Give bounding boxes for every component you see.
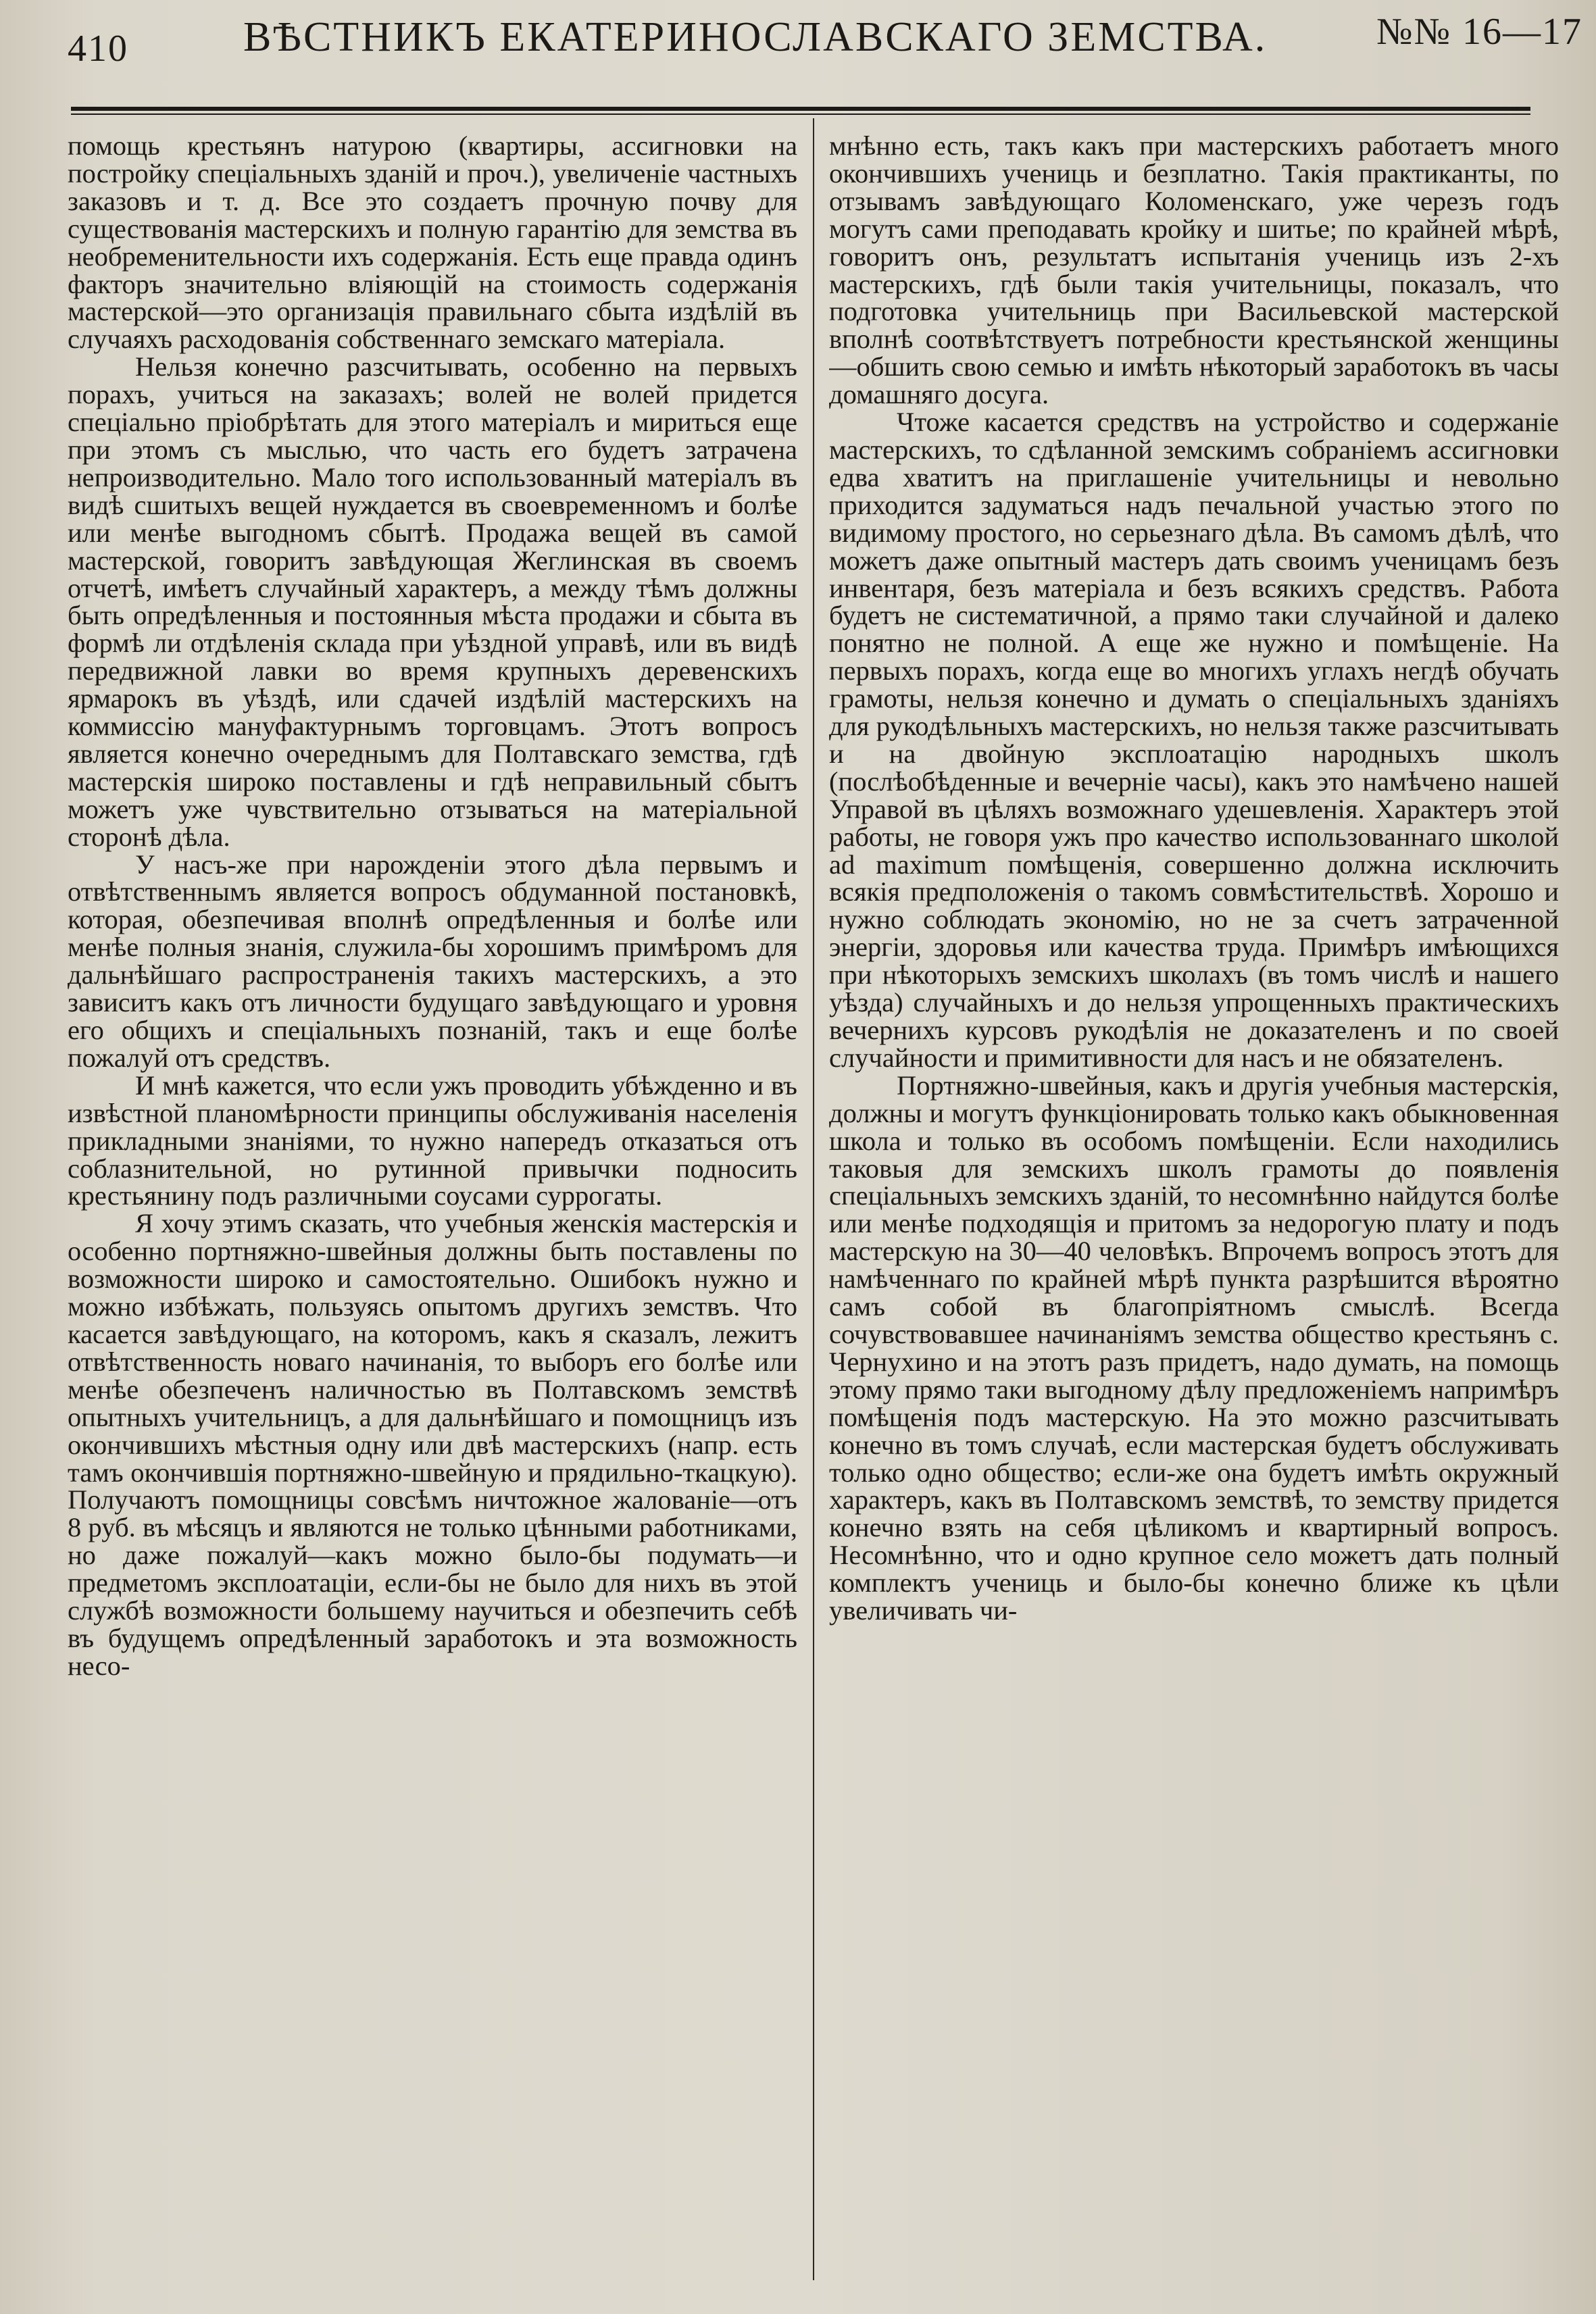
issue-number: №№ 16—17 xyxy=(1376,11,1582,53)
column-divider xyxy=(813,118,814,2280)
paragraph: Портняжно-швейныя, какъ и другія учебныя мастерскія, должны и могутъ функціонировать только какъ обыкновенная школа и только въ особомъ помѣщеніи. Если находились таковыя для земскихъ школъ грамоты до появленія спеціальныхъ земскихъ зданій, то несомнѣнно найдутся болѣе или менѣе подходящія и притомъ за недорогую плату и подъ мастерскую на 30—40 человѣкъ. Впрочемъ вопросъ этотъ для намѣченнаго по крайней мѣрѣ пункта разрѣшится вѣроятно самъ собой въ благопріятномъ смыслѣ. Всегда сочувствовавшее начинаніямъ земства общество крестьянъ с. Чернухино и на этотъ разъ придетъ, надо думать, на помощь этому прямо таки выгодному дѣлу предложеніемъ напримѣръ помѣщенія подъ мастерскую. На это можно разсчитывать конечно въ томъ случаѣ, если мастерская будетъ обслуживать только одно общество; если-же она будетъ имѣть окружный характеръ, какъ въ Полтавскомъ земствѣ, то земству придется конечно взять на себя цѣликомъ и квартирный вопросъ. Несомнѣнно, что и одно крупное село можетъ дать полный комплектъ учениць и было-бы конечно ближе къ цѣли увеличивать чи- xyxy=(829,1070,1559,1626)
paragraph: Я хочу этимъ сказать, что учебныя женскія мастерскія и особенно портняжно-швейныя должны быть поставлены по возможности широко и самостоятельно. Ошибокъ нужно и можно избѣжать, пользуясь опытомъ другихъ земствъ. Что касается завѣдующаго, на которомъ, какъ я сказалъ, лежитъ отвѣтственность новаго начинанія, то выборъ его болѣе или менѣе обезпеченъ наличностью въ Полтавскомъ земствѣ опытныхъ учительницъ, а для дальнѣйшаго и помощницъ изъ окончившихъ мѣстныя одну или двѣ мастерскихъ (напр. есть тамъ окончившія портняжно-швейную и прядильно-ткацкую). Получаютъ помощницы совсѣмъ ничтожное жалованіе—отъ 8 руб. въ мѣсяцъ и являются не только цѣнными работниками, но даже пожалуй—какъ можно было-бы подумать—и предметомъ эксплоатаціи, если-бы не было для нихъ въ этой службѣ возможности большему научиться и обезпечить себѣ въ будущемъ опредѣленный заработокъ и эта возможность несо- xyxy=(68,1208,797,1681)
right-column xyxy=(829,132,1559,2281)
paragraph: помощь крестьянъ натурою (квартиры, ассигновки на постройку спеціальныхъ зданій и проч.), увеличеніе частныхъ заказовъ и т. д. Все это создаетъ прочную почву для существованія мастерскихъ и полную гарантію для земства въ необременительности ихъ содержанія. Есть еще правда одинъ факторъ значительно вліяющій на стоимость содержанія мастерской—это организація правильнаго сбыта издѣлій въ случаяхъ расходованія собственнаго земскаго матеріала. xyxy=(68,132,797,355)
header-rule xyxy=(71,107,1530,115)
paragraph: Чтоже касается средствъ на устройство и содержаніе мастерскихъ, то сдѣланной земскимъ собраніемъ ассигновки едва хватитъ на приглашеніе учительницы и невольно приходится задуматься надъ печальной участью этого по видимому простого, но серьезнаго дѣла. Въ самомъ дѣлѣ, что можетъ даже опытный мастеръ дать своимъ ученицамъ безъ инвентаря, безъ матеріала и безъ всякихъ средствъ. Работа будетъ не систематичной, а прямо таки случайной и далеко понятно не полной. А еще же нужно и помѣщеніе. На первыхъ порахъ, когда еще во многихъ углахъ негдѣ обучать грамоты, нельзя конечно и думать о спеціальныхъ зданіяхъ для рукодѣльныхъ мастерскихъ, но нельзя также разсчитывать и на двойную эксплоатацію народныхъ школъ (послѣобѣденные и вечерніе часы), какъ это намѣчено нашей Управой въ цѣляхъ возможнаго удешевленія. Характеръ этой работы, не говоря ужъ про качество использованнаго школой ad maximum помѣщенія, совершенно должна исключить всякія предположенія о такомъ совмѣстительствѣ. Хорошо и нужно соблюдать экономію, но не за счетъ затраченной энергіи, здоровья или качества труда. Примѣръ имѣющихся при нѣкоторыхъ земскихъ школахъ (въ томъ числѣ и нашего уѣзда) случайныхъ и до нельзя упрощенныхъ практическихъ вечернихъ курсовъ рукодѣлія не доказателенъ и по своей случайности и примитивности для насъ и не обязателенъ. xyxy=(829,407,1559,1073)
page-number: 410 xyxy=(68,28,128,70)
paragraph: И мнѣ кажется, что если ужъ проводить убѣжденно и въ извѣстной планомѣрности принципы обслуживанія населенія прикладными знаніями, то нужно напередъ отказаться отъ соблазнительной, но рутинной привычки подносить крестьянину подъ различными соусами суррогаты. xyxy=(68,1070,797,1211)
left-column xyxy=(68,132,797,2281)
paragraph: У насъ-же при нарожденіи этого дѣла первымъ и отвѣтственнымъ является вопросъ обдуманной постановкѣ, которая, обезпечивая вполнѣ опредѣленныя и болѣе или менѣе полныя знанія, служила-бы хорошимъ примѣромъ для дальнѣйшаго распространенія такихъ мастерскихъ, а это зависитъ какъ отъ личности будущаго завѣдующаго и уровня его общихъ и спеціальныхъ познаній, такъ и еще болѣе пожалуй отъ средствъ. xyxy=(68,849,797,1073)
journal-title: ВѢСТНИКЪ ЕКАТЕРИНОСЛАВСКАГО ЗЕМСТВА. xyxy=(243,14,1268,60)
paragraph: Нельзя конечно разсчитывать, особенно на первыхъ порахъ, учиться на заказахъ; волей не волей придется спеціально пріобрѣтать для этого матеріалъ и мириться еще при этомъ съ мыслью, что часть его будетъ затрачена непроизводительно. Мало того использованный матеріалъ въ видѣ сшитыхъ вещей нуждается въ своевременномъ и болѣе или менѣе выгодномъ сбытѣ. Продажа вещей въ самой мастерской, говоритъ завѣдующая Жеглинская въ своемъ отчетѣ, имѣетъ случайный характеръ, а между тѣмъ должны быть опредѣленныя и постоянныя мѣста продажи и сбыта въ формѣ ли отдѣленія склада при уѣздной управѣ, или въ видѣ передвижной лавки во время крупныхъ деревенскихъ ярмарокъ въ уѣздѣ, или сдачей издѣлій мастерскихъ на коммиссію мануфактурнымъ торговцамъ. Этотъ вопросъ является конечно очереднымъ для Полтавскаго земства, гдѣ мастерскія широко поставлены и гдѣ неправильный сбытъ можетъ уже чувствительно отзываться на матеріальной сторонѣ дѣла. xyxy=(68,351,797,852)
paragraph: мнѣнно есть, такъ какъ при мастерскихъ работаетъ много окончившихъ учениць и безплатно. Такія практиканты, по отзывамъ завѣдующаго Коломенскаго, уже черезъ годъ могутъ сами преподавать кройку и шитье; по крайней мѣрѣ, говоритъ онъ, результатъ испытанія учениць изъ 2-хъ мастерскихъ, гдѣ были такія учительницы, показалъ, что подготовка учительниць при Васильевской мастерской вполнѣ соотвѣтствуетъ потребности крестьянской женщины—обшить свою семью и имѣть нѣкоторый заработокъ въ часы домашняго досуга. xyxy=(829,132,1559,410)
